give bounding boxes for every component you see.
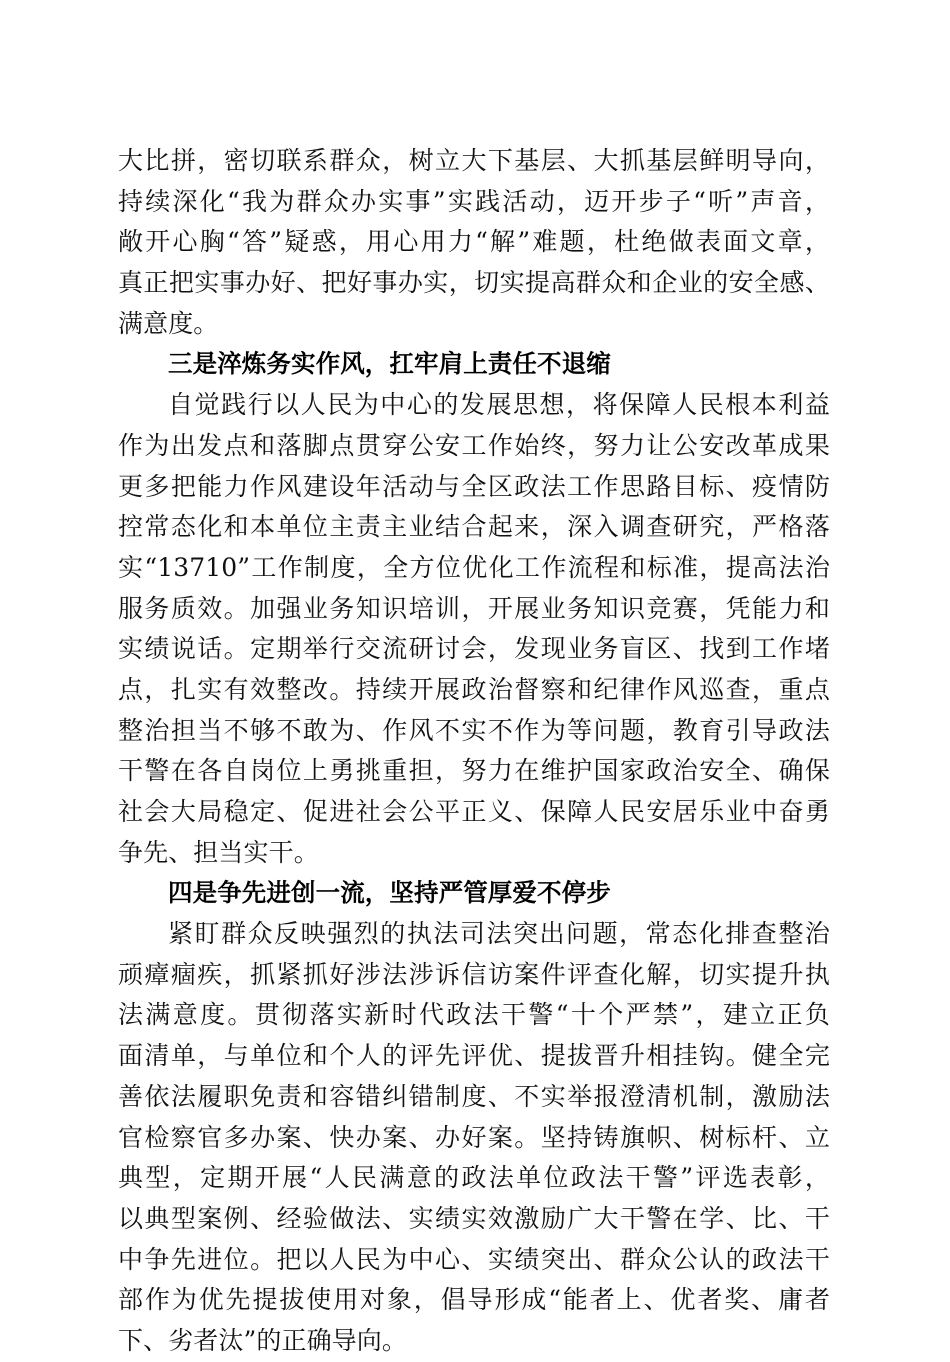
section-heading-3: 三是淬炼务实作风，扛牢肩上责任不退缩 xyxy=(168,349,611,379)
paragraph-line: 点，扎实有效整改。持续开展政治督察和纪律作风巡查，重点 xyxy=(118,674,830,704)
paragraph-line: 紧盯群众反映强烈的执法司法突出问题，常态化排查整治 xyxy=(168,919,830,949)
paragraph-line: 法满意度。贯彻落实新时代政法干警“十个严禁”，建立正负 xyxy=(118,1000,830,1030)
section-3-paragraph xyxy=(118,385,830,873)
paragraph-line: 真正把实事办好、把好事办实，切实提高群众和企业的安全感、 xyxy=(118,268,830,298)
paragraph-line: 善依法履职免责和容错纠错制度、不实举报澄清机制，激励法 xyxy=(118,1081,830,1111)
paragraph-line: 持续深化“我为群众办实事”实践活动，迈开步子“听”声音， xyxy=(118,186,830,216)
paragraph-line: 作为出发点和落脚点贯穿公安工作始终，努力让公安改革成果 xyxy=(118,430,830,460)
paragraph-line: 大比拼，密切联系群众，树立大下基层、大抓基层鲜明导向， xyxy=(118,146,830,175)
paragraph-line: 面清单，与单位和个人的评先评优、提拔晋升相挂钩。健全完 xyxy=(118,1041,830,1071)
document-body xyxy=(118,141,830,1362)
paragraph-line: 满意度。 xyxy=(118,308,219,338)
paragraph-line: 官检察官多办案、快办案、办好案。坚持铸旗帜、树标杆、立 xyxy=(118,1122,830,1152)
paragraph-line: 中争先进位。把以人民为中心、实绩突出、群众公认的政法干 xyxy=(118,1244,830,1274)
section-heading-4: 四是争先进创一流，坚持严管厚爱不停步 xyxy=(168,878,611,908)
paragraph-line: 自觉践行以人民为中心的发展思想，将保障人民根本利益 xyxy=(168,390,830,420)
paragraph-line: 部作为优先提拔使用对象，倡导形成“能者上、优者奖、庸者 xyxy=(118,1285,830,1315)
paragraph-line: 实“13710”工作制度，全方位优化工作流程和标准，提高法治 xyxy=(118,552,830,582)
intro-paragraph xyxy=(118,141,830,344)
paragraph-line: 实绩说话。定期举行交流研讨会，发现业务盲区、找到工作堵 xyxy=(118,634,830,664)
section-4-paragraph xyxy=(118,914,830,1362)
paragraph-line: 典型，定期开展“人民满意的政法单位政法干警”评选表彰， xyxy=(118,1163,830,1193)
paragraph-line: 更多把能力作风建设年活动与全区政法工作思路目标、疫情防 xyxy=(118,471,830,501)
paragraph-line: 以典型案例、经验做法、实绩实效激励广大干警在学、比、干 xyxy=(118,1203,830,1233)
paragraph-line: 下、劣者汰”的正确导向。 xyxy=(118,1325,407,1355)
paragraph-line: 整治担当不够不敢为、作风不实不作为等问题，教育引导政法 xyxy=(118,715,830,745)
paragraph-line: 服务质效。加强业务知识培训，开展业务知识竞赛，凭能力和 xyxy=(118,593,830,623)
paragraph-line: 干警在各自岗位上勇挑重担，努力在维护国家政治安全、确保 xyxy=(118,756,830,786)
paragraph-line: 顽瘴痼疾，抓紧抓好涉法涉诉信访案件评查化解，切实提升执 xyxy=(118,959,830,989)
paragraph-line: 争先、担当实干。 xyxy=(118,837,319,867)
paragraph-line: 敞开心胸“答”疑惑，用心用力“解”难题，杜绝做表面文章， xyxy=(118,227,830,257)
paragraph-line: 社会大局稳定、促进社会公平正义、保障人民安居乐业中奋勇 xyxy=(118,797,830,826)
paragraph-line: 控常态化和本单位主责主业结合起来，深入调查研究，严格落 xyxy=(118,512,830,542)
